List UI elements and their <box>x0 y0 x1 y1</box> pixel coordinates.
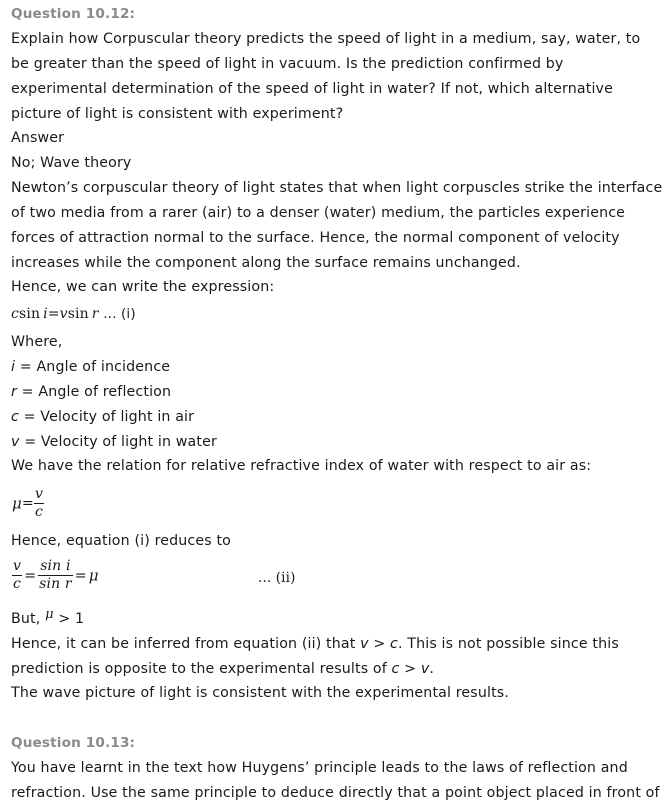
explanation-line: Hence, we can write the expression: <box>11 279 275 295</box>
inference-line <box>11 659 434 679</box>
definition-text: = Velocity of light in air <box>18 409 195 425</box>
mu-symbol: μ <box>12 494 22 513</box>
inference-text: . <box>429 661 435 677</box>
equation-tag: ... (ii) <box>258 570 296 586</box>
definition-item <box>11 432 217 452</box>
eq-equals: = <box>74 567 87 584</box>
but-suffix: > 1 <box>53 611 85 627</box>
inequality: c > v <box>391 661 430 677</box>
definition-symbol: i <box>11 359 16 375</box>
eq-symbol: v <box>59 306 68 322</box>
equation-refractive-index <box>12 486 44 521</box>
explanation-line: Newton’s corpuscular theory of light states that when light corpuscles strike the interface <box>11 180 663 196</box>
eq-symbol: i <box>43 306 48 322</box>
eq-symbol: r <box>91 306 99 322</box>
answer-label: Answer <box>11 130 65 146</box>
fraction <box>38 558 73 593</box>
eq-equals: = <box>47 306 60 322</box>
fraction <box>34 486 44 521</box>
inference-text: . This is not possible since this <box>397 636 619 652</box>
fraction-numerator: v <box>13 558 22 574</box>
explanation-line: increases while the component along the surface remains unchanged. <box>11 255 521 271</box>
question-text-line: You have learnt in the text how Huygens’ principle leads to the laws of reflection and <box>11 760 628 776</box>
definition-item <box>11 407 194 427</box>
definition-text: = Angle of incidence <box>15 359 171 375</box>
relation-text: We have the relation for relative refractive index of water with respect to air as: <box>11 458 592 474</box>
but-prefix: But, <box>11 611 46 627</box>
fraction-numerator: v <box>34 486 44 502</box>
definition-text: = Angle of reflection <box>16 384 172 400</box>
question-text-line: picture of light is consistent with experiment? <box>11 106 344 122</box>
question-title: Question 10.13: <box>11 735 136 751</box>
eq-equals: = <box>21 495 34 512</box>
but-line <box>11 609 84 630</box>
question-text-line: Explain how Corpuscular theory predicts the speed of light in a medium, say, water, to <box>11 31 641 47</box>
fraction-numerator: sin i <box>38 558 73 576</box>
inference-text: prediction is opposite to the experimental results of <box>11 661 392 677</box>
explanation-line: of two media from a rarer (air) to a denser (water) medium, the particles experience <box>11 205 626 221</box>
question-text-line: be greater than the speed of light in vacuum. Is the prediction confirmed by <box>11 56 564 72</box>
reduces-text: Hence, equation (i) reduces to <box>11 533 231 549</box>
definition-symbol: v <box>11 434 20 450</box>
eq-sin: sin <box>67 306 89 322</box>
equation-snell <box>11 304 136 324</box>
equation-ratio <box>12 558 99 593</box>
mu-symbol: μ <box>45 607 54 622</box>
question-title: Question 10.12: <box>11 6 136 22</box>
definition-item <box>11 382 171 402</box>
fraction-denominator: c <box>13 576 22 592</box>
inequality: v > c <box>360 636 398 652</box>
definition-text: = Velocity of light in water <box>19 434 217 450</box>
definition-symbol: c <box>11 409 19 425</box>
question-text-line: refraction. Use the same principle to deduce directly that a point object placed in front of <box>11 785 660 801</box>
fraction <box>12 558 22 593</box>
eq-symbol: c <box>11 306 19 322</box>
short-answer: No; Wave theory <box>11 155 132 171</box>
definition-symbol: r <box>11 384 17 400</box>
explanation-line: forces of attraction normal to the surface. Hence, the normal component of velocity <box>11 230 620 246</box>
inference-line <box>11 634 619 654</box>
definition-item <box>11 357 170 377</box>
inference-text: Hence, it can be inferred from equation (ii) that <box>11 636 361 652</box>
fraction-denominator: sin r <box>39 576 72 592</box>
question-text-line: experimental determination of the speed of light in water? If not, which alternative <box>11 81 613 97</box>
mu-symbol: μ <box>88 566 99 585</box>
eq-equals: = <box>24 567 37 584</box>
fraction-denominator: c <box>34 504 43 520</box>
conclusion: The wave picture of light is consistent with the experimental results. <box>11 685 510 701</box>
equation-tag: ... (i) <box>103 306 136 322</box>
eq-sin: sin <box>19 306 41 322</box>
where-label: Where, <box>11 334 63 350</box>
